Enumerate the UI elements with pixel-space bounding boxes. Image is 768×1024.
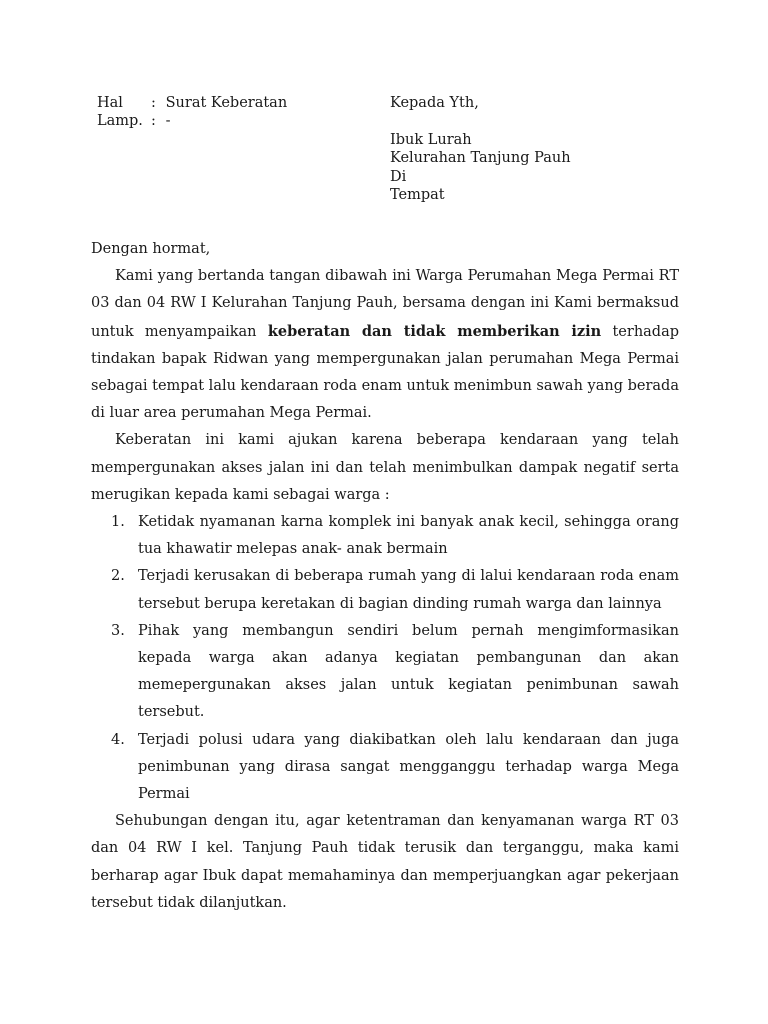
list-item xyxy=(91,727,679,809)
recipient-di: Di xyxy=(390,168,407,185)
attachment-separator: : xyxy=(151,113,156,129)
subject-label: Hal xyxy=(97,95,123,111)
paragraph-closing: Sehubungan dengan itu, agar ketentraman dan kenyamanan warga RT 03 dan 04 RW I kel. Tanjung Pauh tidak terusik dan terganggu, maka kami berharap agar Ibuk dapat memahaminya dan memperjuangkan agar pekerjaan tersebut tidak dilanjutkan. xyxy=(91,813,679,911)
paragraph-intro xyxy=(91,263,679,427)
list-item-text: Terjadi polusi udara yang diakibatkan oleh lalu kendaraan dan juga penimbunan yang dirasa sangat mengganggu terhadap warga Mega Permai xyxy=(138,731,679,803)
list-item-number: 1. xyxy=(111,514,125,531)
list-item-number: 3. xyxy=(111,622,125,639)
recipient-block xyxy=(390,94,571,205)
paragraph-intro-text: Kami yang bertanda tangan dibawah ini Warga Perumahan Mega Permai RT 03 dan 04 RW I Kelurahan Tanjung Pauh, bersama dengan ini Kami bermaksud untuk menyampaikan xyxy=(91,268,679,340)
subject-value: Surat Keberatan xyxy=(165,95,288,111)
recipient-gap xyxy=(390,113,571,131)
recipient-greeting: Kepada Yth, xyxy=(390,95,479,111)
attachment-row xyxy=(97,112,287,130)
list-item xyxy=(91,509,679,563)
recipient-place: Tempat xyxy=(390,187,445,203)
salutation: Dengan hormat, xyxy=(91,241,211,257)
list-item-text: Terjadi kerusakan di beberapa rumah yang di lalui kendaraan roda enam tersebut berupa keretakan di bagian dinding rumah warga dan lainnya xyxy=(138,568,679,612)
recipient-name: Ibuk Lurah xyxy=(390,131,472,148)
list-item xyxy=(91,563,679,617)
list-item-text: Ketidak nyamanan karna komplek ini banyak anak kecil, sehingga orang tua khawatir melepas anak- anak bermain xyxy=(138,514,679,558)
paragraph-intro-tail: terhadap tindakan bapak Ridwan yang mempergunakan jalan perumahan Mega Permai sebagai tempat lalu kendaraan roda enam untuk menimbun sawah yang berada di luar area perumahan Mega Permai. xyxy=(91,323,680,422)
letter-body xyxy=(91,236,679,917)
list-item-number: 2. xyxy=(111,568,125,585)
recipient-office: Kelurahan Tanjung Pauh xyxy=(390,150,571,166)
list-item xyxy=(91,618,679,727)
attachment-label: Lamp. xyxy=(97,113,143,129)
paragraph-reason: Keberatan ini kami ajukan karena beberapa kendaraan yang telah mempergunakan akses jalan ini dan telah menimbulkan dampak negatif serta merugikan kepada kami sebagai warga : xyxy=(91,432,679,503)
subject-separator: : xyxy=(151,95,156,111)
list-item-number: 4. xyxy=(111,731,125,748)
letter-meta xyxy=(97,94,287,130)
attachment-value: - xyxy=(165,113,171,129)
subject-row xyxy=(97,94,287,112)
list-item-text: Pihak yang membangun sendiri belum pernah mengimformasikan kepada warga akan adanya kegiatan pembangunan dan akan memepergunakan akses jalan untuk kegiatan penimbunan sawah tersebut. xyxy=(138,622,679,721)
objection-emphasis: keberatan dan tidak memberikan izin xyxy=(267,322,602,340)
impact-list xyxy=(91,509,679,808)
